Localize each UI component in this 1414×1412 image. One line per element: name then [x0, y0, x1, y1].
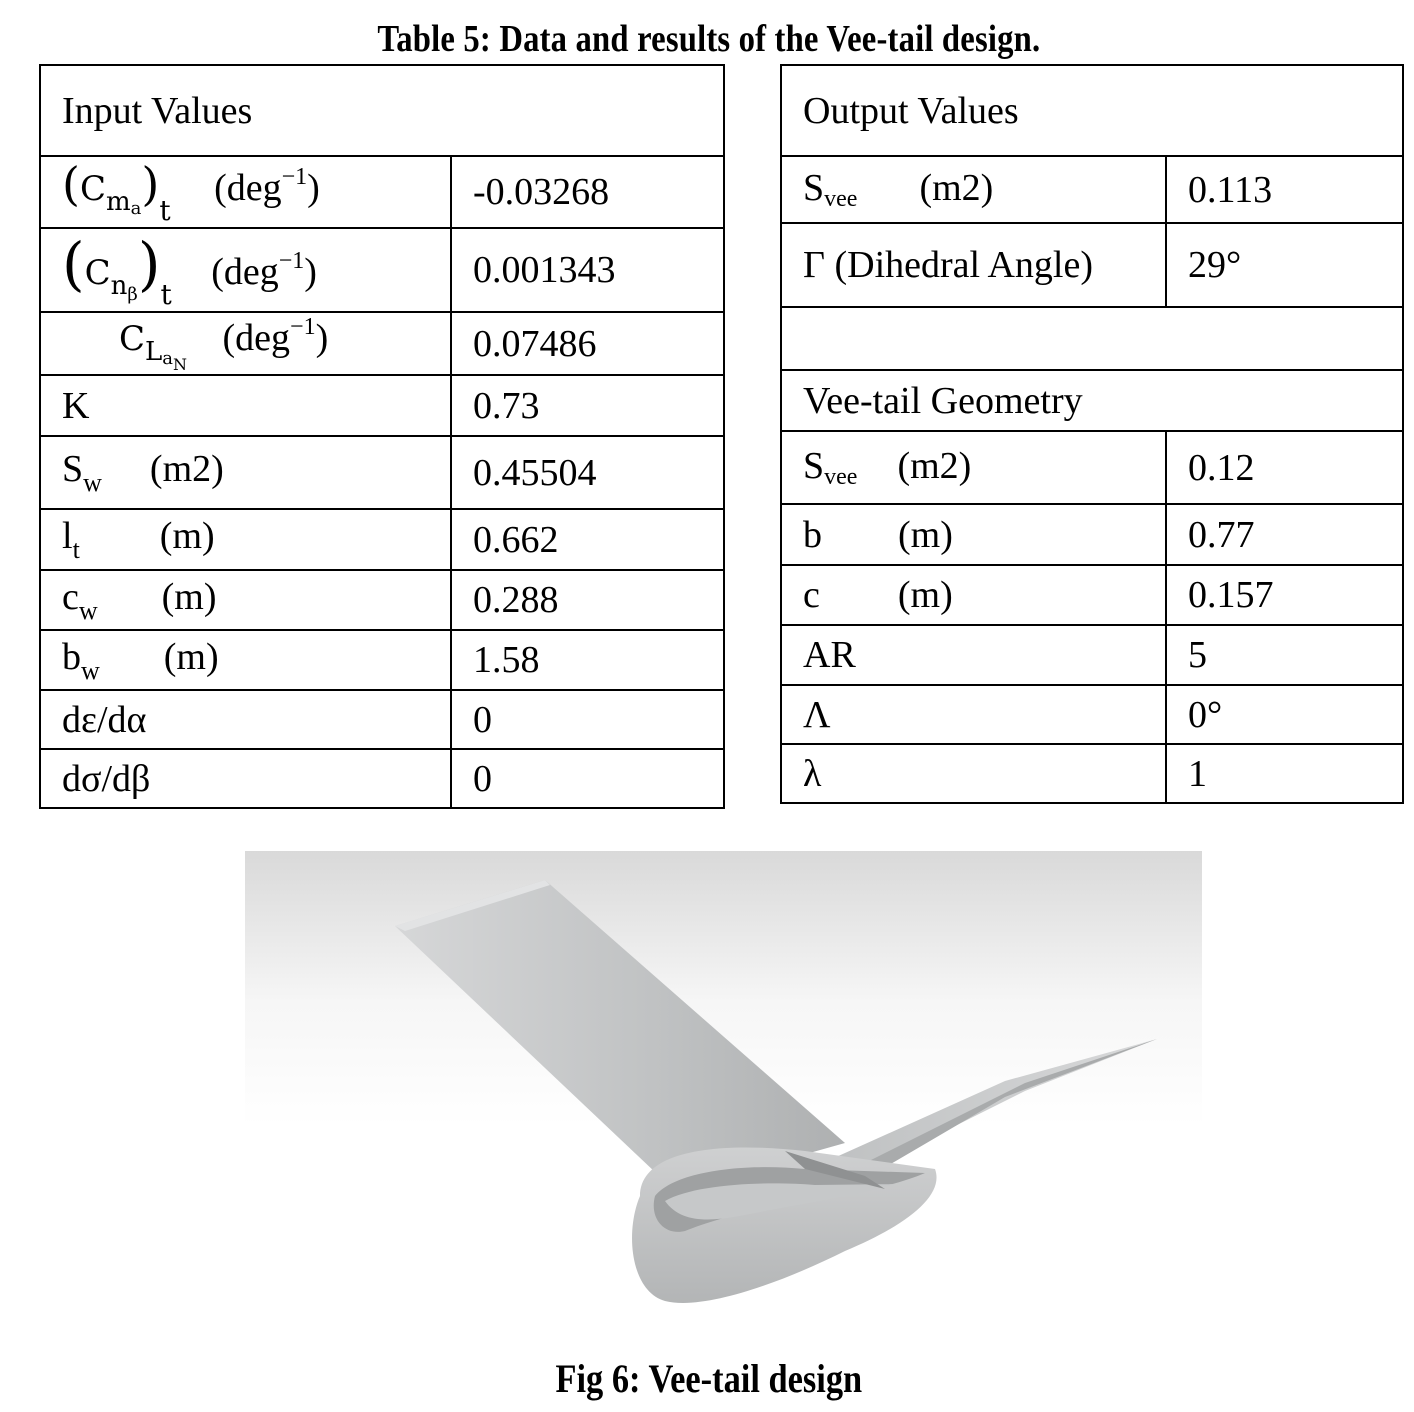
output-values-table [780, 64, 1404, 804]
cma-label: $(C_{ma})_t$ (deg$^{-1}$) [40, 156, 451, 228]
sweep-value: 0° [1166, 685, 1403, 744]
k-value: 0.73 [451, 375, 724, 436]
dihedral-label: Γ (Dihedral Angle) [781, 223, 1166, 307]
span-label: b (m) [781, 504, 1166, 565]
vee-tail-figure [245, 851, 1202, 1331]
lt-label: $l_t$ (m) [40, 509, 451, 570]
ar-value: 5 [1166, 625, 1403, 685]
cla-value: 0.07486 [451, 312, 724, 375]
chord-label: c (m) [781, 565, 1166, 625]
span-value: 0.77 [1166, 504, 1403, 565]
table-row [40, 749, 724, 808]
table-row [781, 685, 1403, 744]
svee-geom-value: 0.12 [1166, 431, 1403, 504]
table-row [781, 223, 1403, 307]
k-label: K [40, 375, 451, 436]
svee-output-label: Svee (m2) [781, 156, 1166, 223]
cnb-value: 0.001343 [451, 228, 724, 312]
ar-label: AR [781, 625, 1166, 685]
input-values-header: Input Values [40, 65, 724, 156]
table-row [781, 565, 1403, 625]
cw-label: $c_w$ (m) [40, 570, 451, 630]
sweep-label: Λ [781, 685, 1166, 744]
vee-tail-render-image [245, 851, 1202, 1331]
cma-value: -0.03268 [451, 156, 724, 228]
table-row [40, 156, 724, 228]
de-da-label: dε/dα [40, 690, 451, 749]
table-row [781, 504, 1403, 565]
table-row [781, 625, 1403, 685]
de-da-value: 0 [451, 690, 724, 749]
sw-label: $S_w$ (m2) [40, 436, 451, 509]
sw-value: 0.45504 [451, 436, 724, 509]
table-row [40, 509, 724, 570]
svee-geom-label: Svee (m2) [781, 431, 1166, 504]
table-row [781, 156, 1403, 223]
output-values-header: Output Values [781, 65, 1403, 156]
empty-row [781, 307, 1403, 370]
taper-value: 1 [1166, 744, 1403, 803]
table-row [40, 312, 724, 375]
lt-value: 0.662 [451, 509, 724, 570]
table-row [40, 375, 724, 436]
table-title: Table 5: Data and results of the Vee-tail design. [377, 18, 1041, 60]
svee-output-value: 0.113 [1166, 156, 1403, 223]
table-row [40, 630, 724, 690]
table-row [40, 570, 724, 630]
table-row [781, 431, 1403, 504]
table-row [40, 228, 724, 312]
dihedral-value: 29° [1166, 223, 1403, 307]
table-row [781, 744, 1403, 803]
bw-value: 1.58 [451, 630, 724, 690]
figure-caption: Fig 6: Vee-tail design [555, 1356, 863, 1401]
chord-value: 0.157 [1166, 565, 1403, 625]
bw-label: $b_w$ (m) [40, 630, 451, 690]
ds-db-label: dσ/dβ [40, 749, 451, 808]
geometry-header: Vee-tail Geometry [781, 370, 1403, 431]
input-values-table [39, 64, 725, 809]
ds-db-value: 0 [451, 749, 724, 808]
cla-label: $C_{La_N}$ (deg$^{-1}$) [40, 312, 451, 375]
cnb-label: $(C_{n_\beta})_t$ (deg$^{-1}$) [40, 228, 451, 312]
taper-label: λ [781, 744, 1166, 803]
table-row [40, 690, 724, 749]
cw-value: 0.288 [451, 570, 724, 630]
table-row [40, 436, 724, 509]
